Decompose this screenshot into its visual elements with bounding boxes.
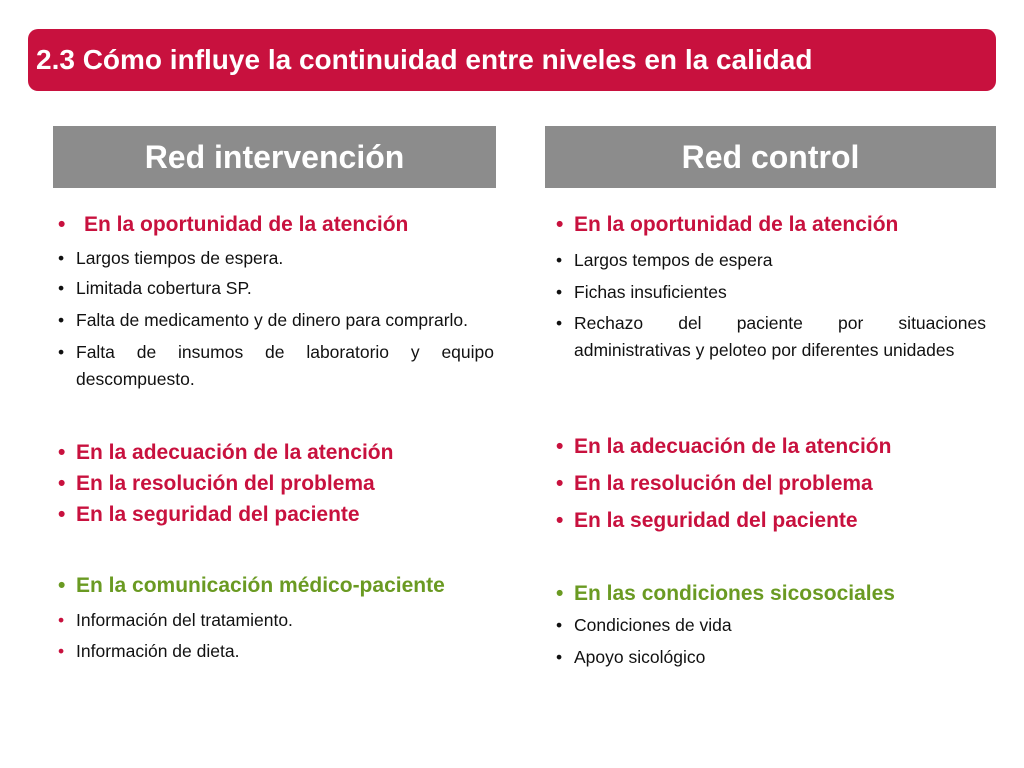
left-oportunidad-items bbox=[58, 243, 494, 393]
list-item: • Información de dieta. bbox=[58, 636, 494, 667]
left-red-headings bbox=[58, 437, 494, 530]
list-item: • Falta de insumos de laboratorio y equipo descompuesto. bbox=[58, 339, 494, 393]
list-item: • Limitada cobertura SP. bbox=[58, 273, 494, 303]
right-section-sicosociales bbox=[556, 579, 986, 673]
right-oportunidad-items bbox=[556, 244, 986, 364]
list-item: • Rechazo del paciente por situaciones administrativas y peloteo por diferentes unidades bbox=[556, 310, 986, 364]
left-heading-adecuacion: • En la adecuación de la atención bbox=[58, 437, 494, 468]
list-item: • Fichas insuficientes bbox=[556, 276, 986, 308]
right-heading-seguridad: • En la seguridad del paciente bbox=[556, 502, 986, 539]
list-item: • Falta de medicamento y de dinero para comprarlo. bbox=[58, 307, 494, 334]
left-section-comunicacion bbox=[58, 570, 494, 667]
left-heading-comunicacion: • En la comunicación médico-paciente bbox=[58, 570, 494, 601]
list-item: • Información del tratamiento. bbox=[58, 605, 494, 636]
right-red-headings bbox=[556, 428, 986, 539]
list-item: • Condiciones de vida bbox=[556, 609, 986, 641]
list-item: • Largos tiempos de espera. bbox=[58, 243, 494, 273]
left-column bbox=[58, 212, 494, 667]
right-heading-sicosociales: • En las condiciones sicosociales bbox=[556, 579, 986, 609]
right-heading-oportunidad: • En la oportunidad de la atención bbox=[556, 212, 986, 237]
right-heading-adecuacion: • En la adecuación de la atención bbox=[556, 428, 986, 465]
slide-title: 2.3 Cómo influye la continuidad entre niveles en la calidad bbox=[28, 29, 996, 91]
right-section-oportunidad bbox=[556, 212, 986, 237]
left-heading-seguridad: • En la seguridad del paciente bbox=[58, 499, 494, 530]
left-heading-oportunidad: • En la oportunidad de la atención bbox=[58, 212, 494, 237]
left-heading-resolucion: • En la resolución del problema bbox=[58, 468, 494, 499]
right-column bbox=[556, 212, 986, 673]
right-heading-resolucion: • En la resolución del problema bbox=[556, 465, 986, 502]
column-header-red-control: Red control bbox=[545, 126, 996, 188]
column-header-red-intervencion: Red intervención bbox=[53, 126, 496, 188]
list-item: • Largos tempos de espera bbox=[556, 244, 986, 276]
left-section-oportunidad bbox=[58, 212, 494, 237]
list-item: • Apoyo sicológico bbox=[556, 641, 986, 673]
